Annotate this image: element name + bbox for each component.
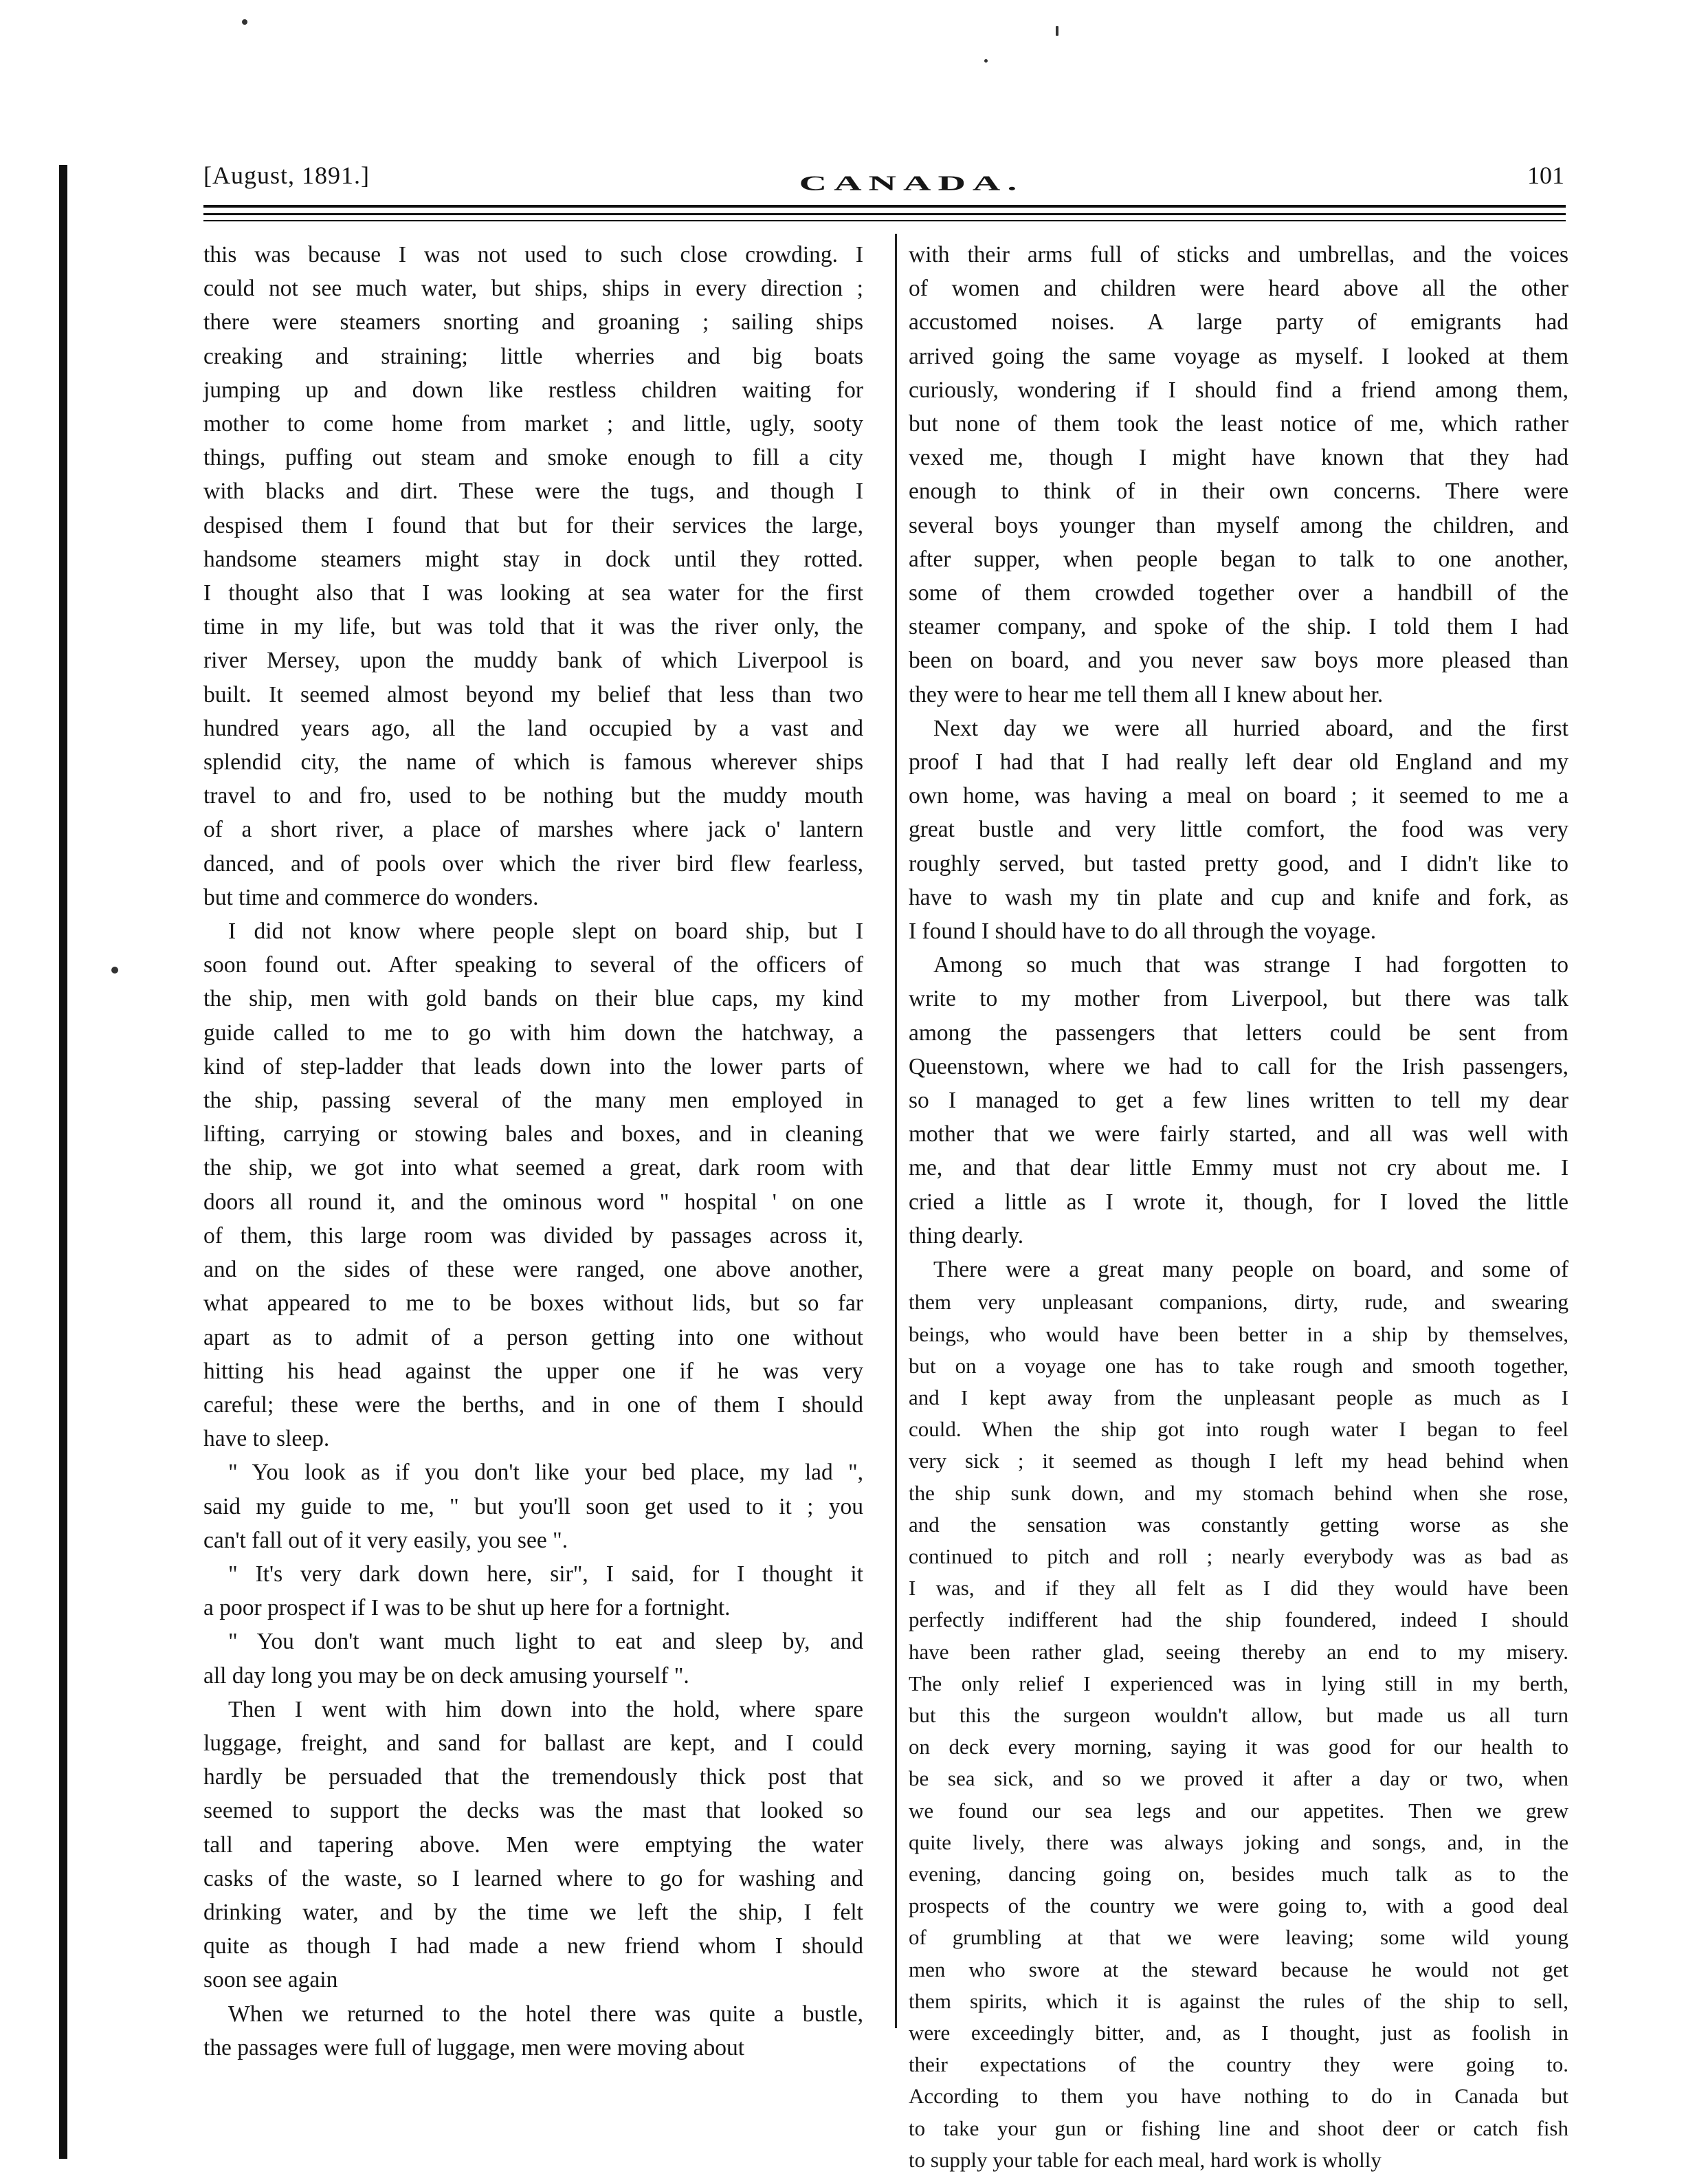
text-line: enough to think of in their own concerns. There were xyxy=(909,479,1568,505)
text-line: hardly be persuaded that the tremendously thick post that xyxy=(203,1764,863,1790)
text-line: I thought also that I was looking at sea water for the first xyxy=(203,580,863,606)
text-line: write to my mother from Liverpool, but there was talk xyxy=(909,986,1568,1012)
text-line: the ship sunk down, and my stomach behind when she rose, xyxy=(909,1480,1568,1505)
text-line: beings, who would have been better in a ship by themselves, xyxy=(909,1321,1568,1346)
text-line: seemed to support the decks was the mast that looked so xyxy=(203,1798,863,1824)
text-line: great bustle and very little comfort, the food was very xyxy=(909,817,1568,843)
text-line: guide called to me to go with him down the hatchway, a xyxy=(203,1020,863,1046)
column-divider xyxy=(895,234,897,2028)
text-line: accustomed noises. A large party of emigrants had xyxy=(909,309,1568,336)
text-line: There were a great many people on board, and some of xyxy=(933,1257,1568,1283)
text-line: The only relief I experienced was in lying still in my berth, xyxy=(909,1671,1568,1695)
text-line: time in my life, but was told that it was the river only, the xyxy=(203,614,863,640)
text-line: proof I had that I had really left dear old England and my xyxy=(909,749,1568,776)
text-line: this was because I was not used to such close crowding. I xyxy=(203,242,863,267)
right-text-column xyxy=(909,238,1568,2176)
text-line: have been rather glad, seeing thereby an end to my misery. xyxy=(909,1639,1568,1664)
text-line: several boys younger than myself among the children, and xyxy=(909,512,1568,538)
text-line: prospects of the country we were going to, with a good deal xyxy=(909,1893,1568,1918)
text-line: be sea sick, and so we proved it after a day or two, when xyxy=(909,1766,1568,1791)
text-line: " It's very dark down here, sir", I said, for I thought it xyxy=(228,1561,863,1587)
text-line: careful; these were the berths, and in one of them I should xyxy=(203,1392,863,1418)
text-line: with blacks and dirt. These were the tugs, and though I xyxy=(203,479,863,505)
text-line: I did not know where people slept on board ship, but I xyxy=(228,919,863,945)
text-line: continued to pitch and roll ; nearly everybody was as bad as xyxy=(909,1543,1568,1568)
text-line: things, puffing out steam and smoke enough to fill a city xyxy=(203,445,863,471)
text-line: have to wash my tin plate and cup and knife and fork, as xyxy=(909,884,1568,910)
text-line: tall and tapering above. Men were emptying the water xyxy=(203,1832,863,1858)
text-line: I was, and if they all felt as I did they would have been xyxy=(909,1576,1568,1601)
text-line: evening, dancing going on, besides much talk as to the xyxy=(909,1861,1568,1886)
text-line: can't fall out of it very easily, you see ". xyxy=(203,1527,568,1553)
left-text-column xyxy=(203,238,863,2065)
text-line: soon see again xyxy=(203,1967,338,1993)
ink-speck xyxy=(984,59,988,63)
text-line: When we returned to the hotel there was quite a bustle, xyxy=(228,2001,863,2027)
text-line: among the passengers that letters could be sent from xyxy=(909,1020,1568,1046)
text-line: According to them you have nothing to do in Canada but xyxy=(909,2084,1568,2109)
text-line: they were to hear me tell them all I knew about her. xyxy=(909,681,1384,707)
text-line: steamer company, and spoke of the ship. I told them I had xyxy=(909,614,1568,640)
text-line: we found our sea legs and our appetites. Then we grew xyxy=(909,1798,1568,1823)
text-line: to take your gun or fishing line and shoot deer or catch fish xyxy=(909,2115,1568,2140)
text-line: own home, was having a meal on board ; it seemed to me a xyxy=(909,783,1568,809)
text-line: of a short river, a place of marshes where jack o' lantern xyxy=(203,817,863,843)
text-line: mother to come home from market ; and little, ugly, sooty xyxy=(203,411,863,437)
text-line: despised them I found that but for their services the large, xyxy=(203,512,863,538)
text-line: were exceedingly bitter, and, as I thought, just as foolish in xyxy=(909,2020,1568,2045)
text-line: the ship, we got into what seemed a great, dark room with xyxy=(203,1155,863,1181)
text-line: all day long you may be on deck amusing yourself ". xyxy=(203,1662,689,1689)
text-line: " You don't want much light to eat and sleep by, and xyxy=(228,1629,863,1655)
text-line: on deck every morning, saying it was good for our health to xyxy=(909,1735,1568,1759)
text-line: arrived going the same voyage as myself. I looked at them xyxy=(909,343,1568,369)
header-rule xyxy=(203,205,1566,208)
text-line: lifting, carrying or stowing bales and boxes, and in cleaning xyxy=(203,1121,863,1147)
text-line: hundred years ago, all the land occupied by a vast and xyxy=(203,715,863,741)
text-line: and the sensation was constantly getting worse as she xyxy=(909,1512,1568,1537)
text-line: quite as though I had made a new friend whom I should xyxy=(203,1933,863,1959)
text-line: curiously, wondering if I should find a friend among them, xyxy=(909,377,1568,403)
text-line: built. It seemed almost beyond my belief that less than two xyxy=(203,681,863,707)
text-line: some of them crowded together over a handbill of the xyxy=(909,580,1568,606)
text-line: have to sleep. xyxy=(203,1426,330,1452)
text-line: there were steamers snorting and groaning ; sailing ships xyxy=(203,309,863,336)
text-line: Among so much that was strange I had forgotten to xyxy=(933,952,1568,978)
text-line: the ship, men with gold bands on their blue caps, my kind xyxy=(203,986,863,1012)
text-line: what appeared to me to be boxes without lids, but so far xyxy=(203,1290,863,1317)
text-line: river Mersey, upon the muddy bank of which Liverpool is xyxy=(203,648,863,674)
header-rule xyxy=(203,220,1566,221)
text-line: Then I went with him down into the hold, where spare xyxy=(228,1696,863,1722)
text-line: could not see much water, but ships, ships in every direction ; xyxy=(203,276,863,302)
text-line: hitting his head against the upper one if he was very xyxy=(203,1358,863,1384)
text-line: and on the sides of these were ranged, one above another, xyxy=(203,1257,863,1283)
text-line: but this the surgeon wouldn't allow, but made us all turn xyxy=(909,1702,1568,1727)
text-line: me, and that dear little Emmy must not cry about me. I xyxy=(909,1155,1568,1181)
text-line: but on a voyage one has to take rough and smooth together, xyxy=(909,1353,1568,1378)
page-number: 101 xyxy=(1527,162,1564,189)
text-line: mother that we were fairly started, and all was well with xyxy=(909,1121,1568,1147)
text-line: casks of the waste, so I learned where to go for washing and xyxy=(203,1865,863,1891)
text-line: them very unpleasant companions, dirty, rude, and swearing xyxy=(909,1290,1568,1315)
text-line: creaking and straining; little wherries and big boats xyxy=(203,343,863,369)
page-header xyxy=(203,155,1564,210)
text-line: them spirits, which it is against the rules of the ship to sell, xyxy=(909,1988,1568,2013)
text-line: I found I should have to do all through the voyage. xyxy=(909,919,1377,945)
text-line: after supper, when people began to talk to one another, xyxy=(909,546,1568,572)
text-line: very sick ; it seemed as though I left my head behind when xyxy=(909,1449,1568,1473)
text-line: apart as to admit of a person getting into one without xyxy=(203,1324,863,1350)
text-line: Queenstown, where we had to call for the Irish passengers, xyxy=(909,1053,1568,1079)
text-line: said my guide to me, " but you'll soon get used to it ; you xyxy=(203,1493,863,1519)
text-line: drinking water, and by the time we left the ship, I felt xyxy=(203,1899,863,1925)
text-line: soon found out. After speaking to several of the officers of xyxy=(203,952,863,978)
text-line: with their arms full of sticks and umbrellas, and the voices xyxy=(909,242,1568,267)
text-line: thing dearly. xyxy=(909,1222,1024,1249)
text-line: danced, and of pools over which the river bird flew fearless, xyxy=(203,850,863,877)
text-line: splendid city, the name of which is famous wherever ships xyxy=(203,749,863,776)
text-line: handsome steamers might stay in dock until they rotted. xyxy=(203,546,863,572)
publication-title: CANADA. xyxy=(799,171,1024,195)
text-line: of grumbling at that we were leaving; some wild young xyxy=(909,1925,1568,1950)
text-line: and I kept away from the unpleasant people as much as I xyxy=(909,1385,1568,1409)
header-rule xyxy=(203,213,1566,215)
text-line: the passages were full of luggage, men were moving about xyxy=(203,2034,745,2060)
text-line: jumping up and down like restless children waiting for xyxy=(203,377,863,403)
issue-date: [August, 1891.] xyxy=(203,162,370,189)
text-line: quite lively, there was always joking and songs, and, in the xyxy=(909,1829,1568,1854)
text-line: doors all round it, and the ominous word " hospital ' on one xyxy=(203,1189,863,1215)
text-line: Next day we were all hurried aboard, and the first xyxy=(933,715,1568,741)
text-line: vexed me, though I might have known that they had xyxy=(909,445,1568,471)
small-type-section xyxy=(909,1286,1568,2176)
ink-speck xyxy=(1056,26,1058,36)
text-line: men who swore at the steward because he would not get xyxy=(909,1957,1568,1981)
text-line: but time and commerce do wonders. xyxy=(203,884,539,910)
text-line: kind of step-ladder that leads down into the lower parts of xyxy=(203,1053,863,1079)
text-line: roughly served, but tasted pretty good, and I didn't like to xyxy=(909,850,1568,877)
text-line: a poor prospect if I was to be shut up here for a fortnight. xyxy=(203,1595,731,1621)
text-line: of them, this large room was divided by passages across it, xyxy=(203,1222,863,1249)
text-line: to supply your table for each meal, hard work is wholly xyxy=(909,2147,1382,2172)
text-line: perfectly indifferent had the ship foundered, indeed I should xyxy=(909,1607,1568,1632)
text-line: the ship, passing several of the many men employed in xyxy=(203,1088,863,1114)
text-line: but none of them took the least notice of me, which rather xyxy=(909,411,1568,437)
text-line: so I managed to get a few lines written to tell my dear xyxy=(909,1088,1568,1114)
page-edge-rule xyxy=(59,165,67,2159)
text-line: their expectations of the country they were going to. xyxy=(909,2052,1568,2077)
text-line: been on board, and you never saw boys more pleased than xyxy=(909,648,1568,674)
ink-speck xyxy=(111,967,118,974)
text-line: " You look as if you don't like your bed place, my lad ", xyxy=(228,1460,863,1486)
text-line: travel to and fro, used to be nothing but the muddy mouth xyxy=(203,783,863,809)
text-line: could. When the ship got into rough water I began to feel xyxy=(909,1417,1568,1442)
text-line: luggage, freight, and sand for ballast are kept, and I could xyxy=(203,1730,863,1756)
text-line: of women and children were heard above all the other xyxy=(909,276,1568,302)
text-line: cried a little as I wrote it, though, for I loved the little xyxy=(909,1189,1568,1215)
ink-speck xyxy=(242,19,247,25)
